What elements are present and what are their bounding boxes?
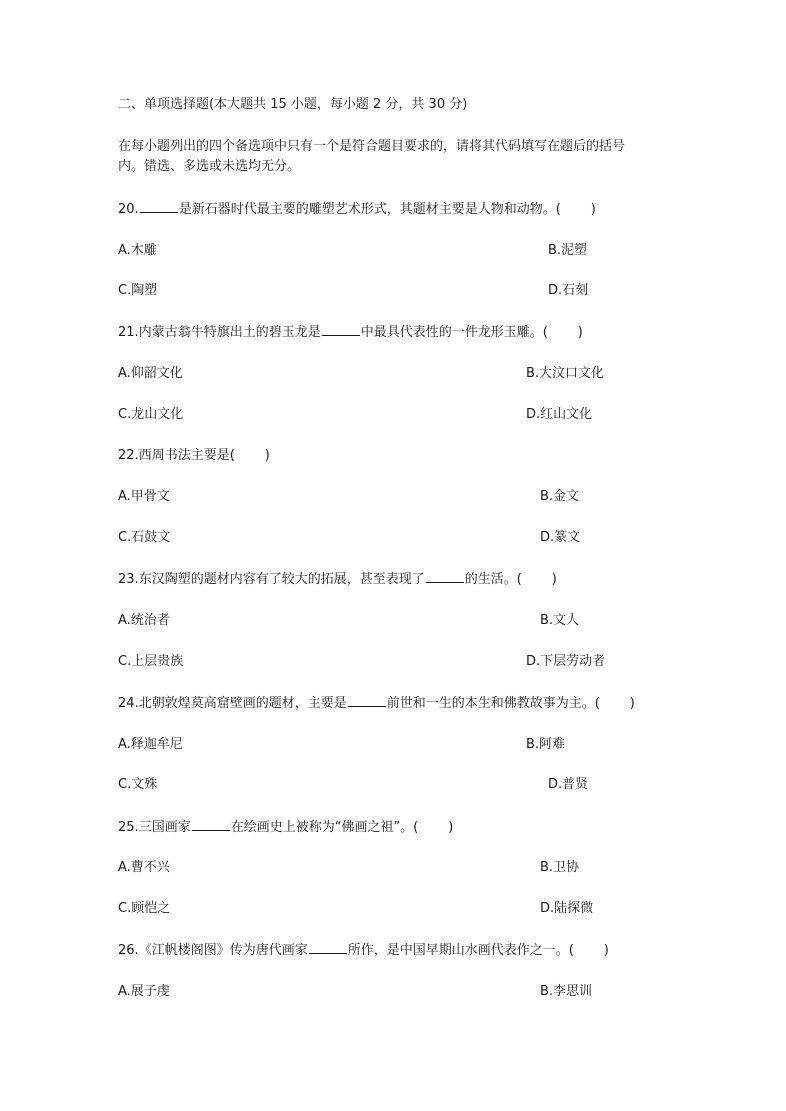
question-number: 20.	[118, 202, 139, 217]
question-text-pre: 内蒙古翁牛特旗出土的碧玉龙是	[138, 325, 321, 340]
answer-paren-close: )	[629, 696, 635, 711]
question-20	[118, 200, 596, 219]
question-text: 所作，是中国早期山水画代表作之一。(	[347, 943, 574, 958]
option-b: B.金文	[540, 489, 580, 504]
option-a: A.甲骨文	[118, 489, 170, 504]
instruction-line-1: 在每小题列出的四个备选项中只有一个是符合题目要求的，请将其代码填写在题后的括号	[118, 139, 626, 154]
question-text: 是新石器时代最主要的雕塑艺术形式，其题材主要是人物和动物。(	[178, 202, 561, 217]
option-b: B.大汶口文化	[526, 366, 605, 381]
question-22	[118, 447, 270, 465]
option-a: A.释迦牟尼	[118, 737, 183, 752]
question-text-pre: 《江帆楼阁图》传为唐代画家	[138, 943, 308, 958]
question-number: 26.	[118, 943, 139, 958]
question-25	[118, 818, 453, 837]
option-a: A.展子虔	[118, 984, 170, 999]
question-text: 的生活。(	[464, 572, 522, 587]
option-c: C.文殊	[118, 777, 158, 792]
answer-blank	[348, 694, 386, 707]
option-d: D.石刻	[548, 283, 589, 298]
option-d: D.红山文化	[526, 407, 593, 422]
question-number: 23.	[118, 572, 139, 587]
question-text-pre: 三国画家	[138, 820, 191, 835]
question-number: 21.	[118, 325, 139, 340]
option-c: C.石鼓文	[118, 530, 171, 545]
option-b: B.卫协	[540, 860, 580, 875]
question-text: 西周书法主要是(	[138, 448, 235, 463]
question-26	[118, 941, 609, 960]
question-text-pre: 北朝敦煌莫高窟壁画的题材，主要是	[138, 696, 347, 711]
option-a: A.木雕	[118, 243, 157, 258]
question-text: 在绘画史上被称为“佛画之祖”。(	[230, 820, 419, 835]
answer-paren-close: )	[590, 202, 596, 217]
section-heading: 二、单项选择题(本大题共 15 小题，每小题 2 分，共 30 分)	[118, 97, 468, 112]
answer-paren-close: )	[603, 943, 609, 958]
answer-paren-close: )	[448, 820, 454, 835]
question-text: 中最具代表性的一件龙形玉雕。(	[360, 325, 548, 340]
answer-blank	[309, 941, 347, 954]
question-number: 25.	[118, 820, 139, 835]
answer-paren-close: )	[551, 572, 557, 587]
option-d: D.陆探微	[540, 901, 594, 916]
answer-blank	[192, 818, 230, 831]
answer-blank	[322, 323, 360, 336]
option-b: B.文人	[540, 613, 580, 628]
option-d: D.篆文	[540, 530, 581, 545]
option-c: C.龙山文化	[118, 407, 184, 422]
answer-paren-close: )	[264, 448, 270, 463]
question-text-pre: 东汉陶塑的题材内容有了较大的拓展，甚至表现了	[138, 572, 425, 587]
option-a: A.统治者	[118, 613, 170, 628]
question-text: 前世和一生的本生和佛教故事为主。(	[386, 696, 600, 711]
question-number: 24.	[118, 696, 139, 711]
question-23	[118, 570, 557, 589]
question-number: 22.	[118, 448, 139, 463]
instruction-line-2: 内。错选、多选或未选均无分。	[118, 159, 301, 174]
option-b: B.阿难	[526, 737, 566, 752]
option-a: A.仰韶文化	[118, 366, 183, 381]
option-a: A.曹不兴	[118, 860, 170, 875]
question-21	[118, 323, 583, 342]
option-d: D.下层劳动者	[526, 654, 606, 669]
option-c: C.陶塑	[118, 283, 158, 298]
answer-blank	[140, 200, 178, 213]
option-b: B.泥塑	[548, 243, 588, 258]
option-c: C.顾恺之	[118, 901, 171, 916]
answer-paren-close: )	[577, 325, 583, 340]
question-24	[118, 694, 635, 713]
option-d: D.普贤	[548, 777, 589, 792]
option-b: B.李思训	[540, 984, 593, 999]
answer-blank	[426, 570, 464, 583]
option-c: C.上层贵族	[118, 654, 184, 669]
